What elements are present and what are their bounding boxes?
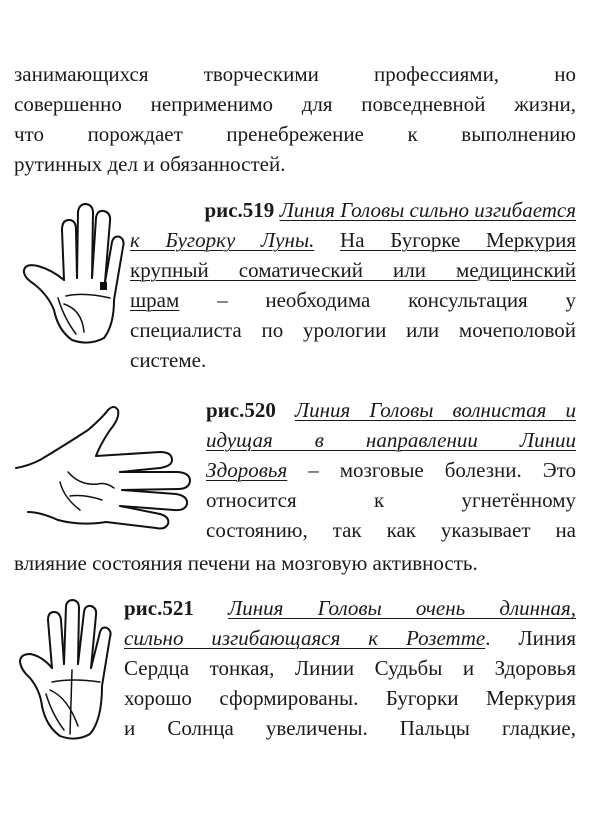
figure-519-hand-drawing [14,200,126,350]
fig520-label: рис.520 [206,398,276,422]
fig521-line-1 [124,593,576,623]
intro-line-1: занимающихся творческими профессиями, но [14,62,576,86]
intro-line-3: что порождает пренебрежение к выполнению [14,122,576,146]
fig521-line-5: и Солнца увеличены. Пальцы гладкие, [124,716,576,740]
fig519-text-4: – необходима консультация у [217,288,577,312]
figure-520-hand-drawing [10,400,200,540]
fig520-caption-3: Здоровья [206,458,288,482]
fig519-text-2: На Бугорке Меркурия [340,228,577,252]
fig519-line-4 [130,285,576,315]
intro-line-2: совершенно неприменимо для повседневной жизни, [14,92,576,116]
fig519-line-6: системе. [130,348,207,372]
fig520-line-6: влияние состояния печени на мозговую активность. [14,551,478,575]
fig521-line-3: Сердца тонкая, Линии Судьбы и Здоровья [124,656,576,680]
intro-line-4: рутинных дел и обязанностей. [14,152,286,176]
fig520-line-1 [206,395,576,425]
fig521-line-2 [124,623,576,653]
fig520-line-4: относится к угнетённому [206,488,576,512]
fig520-line-5: состоянию, так как указывает на [206,518,576,542]
fig521-caption-2: сильно изгибающаяся к Розетте [124,626,486,650]
fig519-line-3: крупный соматический или медицинский [130,258,576,282]
figure-521-hand-drawing [12,598,117,748]
fig519-line-2 [130,225,576,255]
fig521-label: рис.521 [124,596,194,620]
fig519-line-5: специалиста по урологии или мочеполовой [130,318,576,342]
fig519-scar-word: шрам [130,288,180,312]
fig520-line-2: идущая в направлении Линии [206,428,576,452]
fig520-line-3 [206,455,576,485]
fig520-text-3: – мозговые болезни. Это [308,458,576,482]
fig519-caption-2: к Бугорку Луны. [130,228,315,252]
fig520-caption-1: Линия Головы волнистая и [294,398,576,422]
fig519-line-1 [148,195,576,225]
fig521-caption-1: Линия Головы очень длинная, [228,596,576,620]
fig521-text-2: . Линия [485,626,576,650]
fig519-label: рис.519 [204,198,275,222]
fig519-caption-1: Линия Головы сильно изгибается [279,198,576,222]
fig521-line-4: хорошо сформированы. Бугорки Меркурия [124,686,576,710]
